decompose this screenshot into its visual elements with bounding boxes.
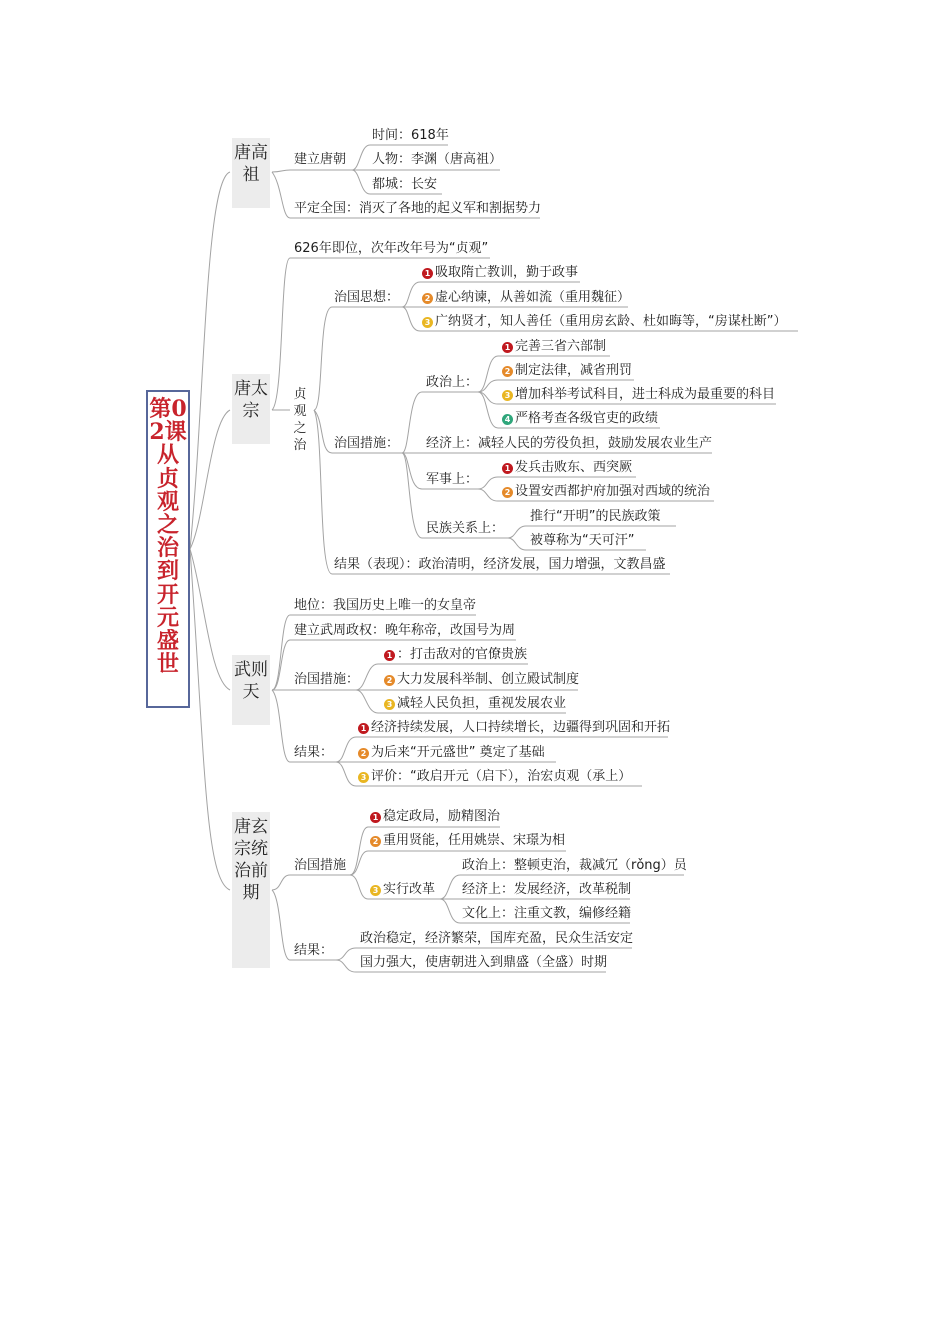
emperor-gaozu: 唐高祖 bbox=[232, 138, 270, 208]
wu-result-2: 2 为后来“开元盛世” 奠定了基础 bbox=[358, 745, 545, 761]
badge-2-icon: 2 bbox=[358, 748, 369, 759]
emperor-xuanzong: 唐玄宗统治前期 bbox=[232, 812, 270, 968]
badge-2-icon: 2 bbox=[384, 675, 395, 686]
military-item-2: 2 设置安西都护府加强对西域的统治 bbox=[502, 484, 710, 500]
thought-item-3: 3 广纳贤才，知人善任（重用房玄龄、杜如晦等，“房谋杜断”） bbox=[422, 314, 786, 330]
gaozu-unify: 平定全国：消灭了各地的起义军和割据势力 bbox=[294, 201, 542, 216]
badge-2-icon: 2 bbox=[370, 836, 381, 847]
wu-measure-1: 1 ：打击敌对的官僚贵族 bbox=[384, 647, 527, 663]
emperor-wuzetian: 武则天 bbox=[232, 655, 270, 725]
xuan-measure-2: 2 重用贤能，任用姚崇、宋璟为相 bbox=[370, 833, 565, 849]
ethnic-item-2: 被尊称为“天可汗” bbox=[530, 533, 635, 548]
wu-measures-label: 治国措施： bbox=[294, 672, 360, 687]
badge-4-icon: 4 bbox=[502, 414, 513, 425]
badge-2-icon: 2 bbox=[502, 366, 513, 377]
wu-result-3: 3 评价：“政启开元（启下），治宏贞观（承上） bbox=[358, 769, 631, 785]
wu-status: 地位：我国历史上唯一的女皇帝 bbox=[294, 598, 477, 613]
thought-item-1: 1 吸取隋亡教训，勤于政事 bbox=[422, 265, 578, 281]
badge-1-icon: 1 bbox=[502, 342, 513, 353]
xuan-measure-1: 1 稳定政局，励精图治 bbox=[370, 809, 500, 825]
badge-1-icon: 1 bbox=[502, 463, 513, 474]
badge-3-icon: 3 bbox=[422, 317, 433, 328]
lesson-title: 第02课从贞观之治到开元盛世 bbox=[149, 396, 187, 678]
gaozu-time: 时间：618年 bbox=[372, 128, 449, 143]
xuan-reform-2: 经济上：发展经济，改革税制 bbox=[462, 882, 632, 897]
politics-item-2: 2 制定法律，减省刑罚 bbox=[502, 363, 632, 379]
taizong-result: 结果（表现）：政治清明，经济发展，国力增强，文教昌盛 bbox=[334, 557, 666, 572]
wu-regime: 建立武周政权：晚年称帝，改国号为周 bbox=[294, 623, 516, 638]
xuan-reform-label: 3 实行改革 bbox=[370, 882, 435, 898]
measures-label: 治国措施： bbox=[334, 436, 400, 451]
politics-item-3: 3 增加科举考试科目，进士科成为最重要的科目 bbox=[502, 387, 775, 403]
wu-result-label: 结果： bbox=[294, 745, 334, 760]
badge-3-icon: 3 bbox=[502, 390, 513, 401]
badge-2-icon: 2 bbox=[502, 487, 513, 498]
taizong-throne: 626年即位，次年改年号为“贞观” bbox=[294, 241, 489, 256]
ethnic-item-1: 推行“开明”的民族政策 bbox=[530, 509, 661, 524]
badge-1-icon: 1 bbox=[422, 268, 433, 279]
xuan-result-2: 国力强大，使唐朝进入到鼎盛（全盛）时期 bbox=[360, 955, 608, 970]
lesson-title-box bbox=[146, 390, 190, 708]
economy-item: 经济上：减轻人民的劳役负担，鼓励发展农业生产 bbox=[426, 436, 713, 451]
ethnic-label: 民族关系上： bbox=[426, 521, 505, 536]
gaozu-found: 建立唐朝 bbox=[294, 152, 347, 167]
wu-measure-2: 2 大力发展科举制、创立殿试制度 bbox=[384, 672, 579, 688]
thought-item-2: 2 虚心纳谏，从善如流（重用魏征） bbox=[422, 290, 630, 306]
military-item-1: 1 发兵击败东、西突厥 bbox=[502, 460, 632, 476]
gaozu-person: 人物：李渊（唐高祖） bbox=[372, 152, 503, 167]
xuan-result-1: 政治稳定，经济繁荣，国库充盈，民众生活安定 bbox=[360, 931, 634, 946]
xuan-result-label: 结果： bbox=[294, 943, 334, 958]
emperor-taizong: 唐太宗 bbox=[232, 374, 270, 444]
politics-item-1: 1 完善三省六部制 bbox=[502, 339, 606, 355]
badge-3-icon: 3 bbox=[358, 772, 369, 783]
xuan-reform-1: 政治上：整顿吏治，裁减冗（rǒng）员 bbox=[462, 858, 687, 873]
thought-label: 治国思想： bbox=[334, 290, 400, 305]
zhenguan-label: 贞观之治 bbox=[293, 387, 307, 453]
badge-1-icon: 1 bbox=[370, 812, 381, 823]
military-label: 军事上： bbox=[426, 472, 479, 487]
xuan-reform-3: 文化上：注重文教，编修经籍 bbox=[462, 906, 632, 921]
xuan-measures-label: 治国措施 bbox=[294, 858, 347, 873]
politics-label: 政治上： bbox=[426, 375, 479, 390]
politics-item-4: 4 严格考查各级官吏的政绩 bbox=[502, 411, 658, 427]
gaozu-capital: 都城：长安 bbox=[372, 177, 438, 192]
wu-measure-3: 3 减轻人民负担，重视发展农业 bbox=[384, 696, 566, 712]
badge-2-icon: 2 bbox=[422, 293, 433, 304]
badge-1-icon: 1 bbox=[358, 723, 369, 734]
badge-3-icon: 3 bbox=[384, 699, 395, 710]
badge-3-icon: 3 bbox=[370, 885, 381, 896]
badge-1-icon: 1 bbox=[384, 650, 395, 661]
wu-result-1: 1 经济持续发展，人口持续增长，边疆得到巩固和开拓 bbox=[358, 720, 670, 736]
